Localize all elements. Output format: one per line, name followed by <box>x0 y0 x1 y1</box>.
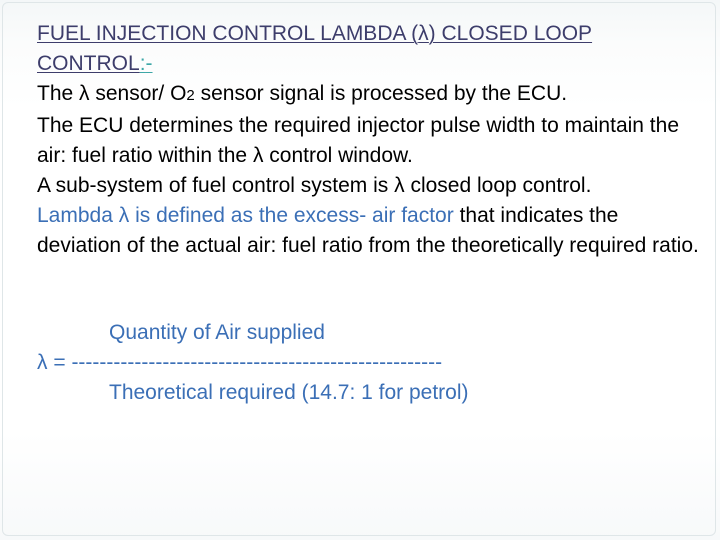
text-segment: The <box>37 82 80 105</box>
paragraph-ecu <box>37 111 707 171</box>
text-segment: A sub-system of fuel control system is <box>37 174 395 197</box>
slide-body <box>37 19 707 261</box>
lambda-symbol: λ <box>118 204 130 227</box>
title-colon: : <box>139 52 146 75</box>
lambda-symbol: λ <box>252 144 264 167</box>
paragraph-subsystem <box>37 171 707 201</box>
formula-denominator: Theoretical required (14.7: 1 for petrol) <box>109 381 469 404</box>
formula-numerator: Quantity of Air supplied <box>109 321 325 344</box>
definition-highlight: is defined as the excess- air factor <box>129 204 454 227</box>
title-dash: - <box>145 52 153 75</box>
text-segment: control window. <box>263 144 413 167</box>
formula-dashes: ----------------------------------------------------- <box>71 351 443 374</box>
definition-highlight: Lambda <box>37 204 119 227</box>
paragraph-definition <box>37 201 707 261</box>
title-text-part1: FUEL INJECTION CONTROL LAMBDA ( <box>37 22 419 45</box>
formula-fraction-line <box>37 348 707 378</box>
formula-lhs: λ = <box>37 351 72 374</box>
o2-subscript: 2 <box>186 87 195 104</box>
text-segment: sensor/ O <box>89 82 187 105</box>
title-lambda-symbol: λ <box>418 22 429 45</box>
text-segment: The ECU determines the required injector pulse width to maintain the air: fuel ratio within the <box>37 114 679 167</box>
text-segment: that indicates the deviation of the actual air: fuel ratio from the theoretically required ratio. <box>37 204 699 257</box>
slide-title <box>37 19 707 79</box>
lambda-symbol: λ <box>394 174 405 197</box>
lambda-symbol: λ <box>79 82 90 105</box>
title-text-part2: ) CLOSED LOOP CONTROL <box>37 22 593 75</box>
text-segment: closed loop control. <box>404 174 592 197</box>
lambda-formula <box>37 318 707 408</box>
paragraph-sensor <box>37 79 707 111</box>
text-segment: sensor signal is processed by the ECU. <box>194 82 568 105</box>
